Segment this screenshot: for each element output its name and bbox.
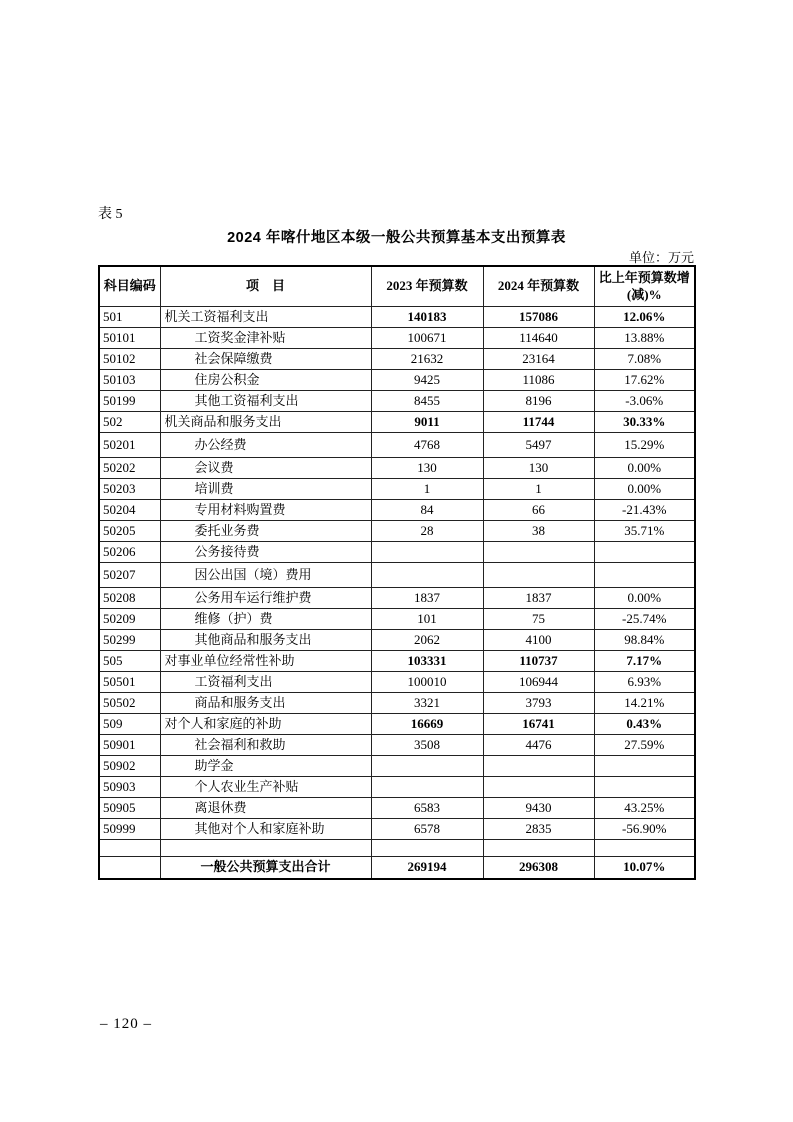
change-cell: 27.59%	[594, 735, 695, 756]
table-row	[99, 693, 695, 714]
code-cell: 50201	[99, 433, 160, 458]
change-cell: 6.93%	[594, 672, 695, 693]
code-cell	[99, 857, 160, 880]
col-header-budget-2023: 2023 年预算数	[371, 266, 483, 307]
budget-2023-cell: 8455	[371, 391, 483, 412]
page-number: – 120 –	[100, 1016, 152, 1032]
table-label: 表 5	[98, 207, 123, 222]
change-cell: -21.43%	[594, 500, 695, 521]
table-row	[99, 479, 695, 500]
item-cell: 公务接待费	[160, 542, 371, 563]
item-cell: 工资奖金津补贴	[160, 328, 371, 349]
budget-2024-cell: 110737	[483, 651, 594, 672]
budget-2023-cell	[371, 756, 483, 777]
budget-2024-cell: 130	[483, 458, 594, 479]
table-row	[99, 391, 695, 412]
change-cell: 43.25%	[594, 798, 695, 819]
budget-2023-cell: 4768	[371, 433, 483, 458]
code-cell: 50501	[99, 672, 160, 693]
budget-2023-cell: 3321	[371, 693, 483, 714]
item-cell: 办公经费	[160, 433, 371, 458]
header-row	[99, 266, 695, 307]
table-row	[99, 328, 695, 349]
budget-2023-cell	[371, 777, 483, 798]
item-cell: 对个人和家庭的补助	[160, 714, 371, 735]
change-cell: -25.74%	[594, 609, 695, 630]
table-row	[99, 609, 695, 630]
table-row	[99, 735, 695, 756]
budget-2024-cell: 23164	[483, 349, 594, 370]
budget-2023-cell: 140183	[371, 307, 483, 328]
budget-2023-cell: 1	[371, 479, 483, 500]
col-header-item: 项 目	[160, 266, 371, 307]
budget-2023-cell: 103331	[371, 651, 483, 672]
budget-2023-cell	[371, 542, 483, 563]
code-cell: 50905	[99, 798, 160, 819]
change-cell	[594, 542, 695, 563]
table-row	[99, 412, 695, 433]
change-cell: 15.29%	[594, 433, 695, 458]
code-cell: 509	[99, 714, 160, 735]
budget-2024-cell	[483, 563, 594, 588]
code-cell: 50209	[99, 609, 160, 630]
budget-2024-cell: 11086	[483, 370, 594, 391]
budget-2024-cell: 3793	[483, 693, 594, 714]
item-cell: 住房公积金	[160, 370, 371, 391]
item-cell: 离退休费	[160, 798, 371, 819]
code-cell: 50999	[99, 819, 160, 840]
table-row	[99, 777, 695, 798]
budget-2024-cell: 2835	[483, 819, 594, 840]
item-cell: 一般公共预算支出合计	[160, 857, 371, 880]
table-row	[99, 588, 695, 609]
budget-2023-cell: 100671	[371, 328, 483, 349]
code-cell: 505	[99, 651, 160, 672]
table-row	[99, 798, 695, 819]
code-cell: 50208	[99, 588, 160, 609]
change-cell: 13.88%	[594, 328, 695, 349]
code-cell: 50202	[99, 458, 160, 479]
code-cell: 50103	[99, 370, 160, 391]
budget-2023-cell: 21632	[371, 349, 483, 370]
budget-2023-cell: 130	[371, 458, 483, 479]
budget-2024-cell: 38	[483, 521, 594, 542]
budget-2024-cell: 1837	[483, 588, 594, 609]
table-row	[99, 349, 695, 370]
code-cell: 50204	[99, 500, 160, 521]
change-cell	[594, 563, 695, 588]
budget-2024-cell: 9430	[483, 798, 594, 819]
code-cell: 50903	[99, 777, 160, 798]
budget-2024-cell: 4100	[483, 630, 594, 651]
page-title: 2024 年喀什地区本级一般公共预算基本支出预算表	[227, 230, 566, 246]
budget-2024-cell: 16741	[483, 714, 594, 735]
budget-2024-cell: 66	[483, 500, 594, 521]
change-cell: 30.33%	[594, 412, 695, 433]
code-cell: 50205	[99, 521, 160, 542]
table-row	[99, 433, 695, 458]
col-header-subject-code: 科目编码	[99, 266, 160, 307]
code-cell: 50101	[99, 328, 160, 349]
item-cell: 机关工资福利支出	[160, 307, 371, 328]
budget-2024-cell	[483, 777, 594, 798]
item-cell: 专用材料购置费	[160, 500, 371, 521]
table-row	[99, 651, 695, 672]
item-cell: 会议费	[160, 458, 371, 479]
item-cell: 培训费	[160, 479, 371, 500]
budget-2024-cell: 8196	[483, 391, 594, 412]
change-cell	[594, 756, 695, 777]
budget-2024-cell: 5497	[483, 433, 594, 458]
item-cell: 个人农业生产补贴	[160, 777, 371, 798]
code-cell: 502	[99, 412, 160, 433]
budget-2024-cell	[483, 840, 594, 857]
change-cell: 0.00%	[594, 588, 695, 609]
unit-note: 单位：万元	[628, 250, 694, 265]
budget-2023-cell	[371, 563, 483, 588]
change-cell: -3.06%	[594, 391, 695, 412]
code-cell: 50207	[99, 563, 160, 588]
change-cell: 0.43%	[594, 714, 695, 735]
table-row	[99, 500, 695, 521]
code-cell: 50102	[99, 349, 160, 370]
item-cell: 因公出国（境）费用	[160, 563, 371, 588]
budget-2023-cell: 1837	[371, 588, 483, 609]
table-row	[99, 458, 695, 479]
change-cell: 0.00%	[594, 458, 695, 479]
table-row	[99, 672, 695, 693]
budget-2024-cell: 75	[483, 609, 594, 630]
item-cell: 商品和服务支出	[160, 693, 371, 714]
table-row	[99, 630, 695, 651]
budget-2023-cell: 100010	[371, 672, 483, 693]
item-cell: 委托业务费	[160, 521, 371, 542]
code-cell: 50299	[99, 630, 160, 651]
budget-2024-cell: 1	[483, 479, 594, 500]
item-cell: 对事业单位经常性补助	[160, 651, 371, 672]
table-row	[99, 542, 695, 563]
budget-2024-cell	[483, 542, 594, 563]
code-cell: 50206	[99, 542, 160, 563]
change-cell: 98.84%	[594, 630, 695, 651]
budget-2023-cell: 16669	[371, 714, 483, 735]
item-cell	[160, 840, 371, 857]
budget-2024-cell: 106944	[483, 672, 594, 693]
budget-table	[98, 265, 696, 880]
item-cell: 维修（护）费	[160, 609, 371, 630]
item-cell: 其他工资福利支出	[160, 391, 371, 412]
budget-2024-cell: 296308	[483, 857, 594, 880]
change-cell	[594, 840, 695, 857]
budget-2024-cell: 157086	[483, 307, 594, 328]
col-header-change-pct: 比上年预算数增(减)%	[594, 266, 695, 307]
col-header-budget-2024: 2024 年预算数	[483, 266, 594, 307]
budget-2023-cell: 28	[371, 521, 483, 542]
item-cell: 工资福利支出	[160, 672, 371, 693]
change-cell: 17.62%	[594, 370, 695, 391]
item-cell: 其他商品和服务支出	[160, 630, 371, 651]
table-row	[99, 370, 695, 391]
table-row	[99, 307, 695, 328]
item-cell: 其他对个人和家庭补助	[160, 819, 371, 840]
change-cell: 7.17%	[594, 651, 695, 672]
change-cell: 35.71%	[594, 521, 695, 542]
budget-2024-cell: 4476	[483, 735, 594, 756]
change-cell: 7.08%	[594, 349, 695, 370]
code-cell: 50203	[99, 479, 160, 500]
budget-2024-cell	[483, 756, 594, 777]
budget-2023-cell	[371, 840, 483, 857]
table-row	[99, 563, 695, 588]
spacer-row	[99, 840, 695, 857]
code-cell: 50902	[99, 756, 160, 777]
item-cell: 机关商品和服务支出	[160, 412, 371, 433]
change-cell: 14.21%	[594, 693, 695, 714]
table-row	[99, 819, 695, 840]
budget-2023-cell: 84	[371, 500, 483, 521]
table-body	[99, 307, 695, 840]
total-row	[99, 857, 695, 880]
change-cell: 10.07%	[594, 857, 695, 880]
table-row	[99, 756, 695, 777]
budget-2024-cell: 114640	[483, 328, 594, 349]
code-cell	[99, 840, 160, 857]
item-cell: 社会保障缴费	[160, 349, 371, 370]
change-cell: -56.90%	[594, 819, 695, 840]
budget-2023-cell: 3508	[371, 735, 483, 756]
code-cell: 501	[99, 307, 160, 328]
code-cell: 50199	[99, 391, 160, 412]
budget-2023-cell: 269194	[371, 857, 483, 880]
item-cell: 助学金	[160, 756, 371, 777]
code-cell: 50901	[99, 735, 160, 756]
change-cell: 12.06%	[594, 307, 695, 328]
table-footer	[99, 840, 695, 880]
item-cell: 公务用车运行维护费	[160, 588, 371, 609]
budget-2023-cell: 6578	[371, 819, 483, 840]
change-cell: 0.00%	[594, 479, 695, 500]
budget-2023-cell: 6583	[371, 798, 483, 819]
item-cell: 社会福利和救助	[160, 735, 371, 756]
budget-2023-cell: 101	[371, 609, 483, 630]
budget-2023-cell: 2062	[371, 630, 483, 651]
budget-2024-cell: 11744	[483, 412, 594, 433]
table-row	[99, 521, 695, 542]
change-cell	[594, 777, 695, 798]
budget-2023-cell: 9425	[371, 370, 483, 391]
table-row	[99, 714, 695, 735]
table-header	[99, 266, 695, 307]
budget-2023-cell: 9011	[371, 412, 483, 433]
code-cell: 50502	[99, 693, 160, 714]
